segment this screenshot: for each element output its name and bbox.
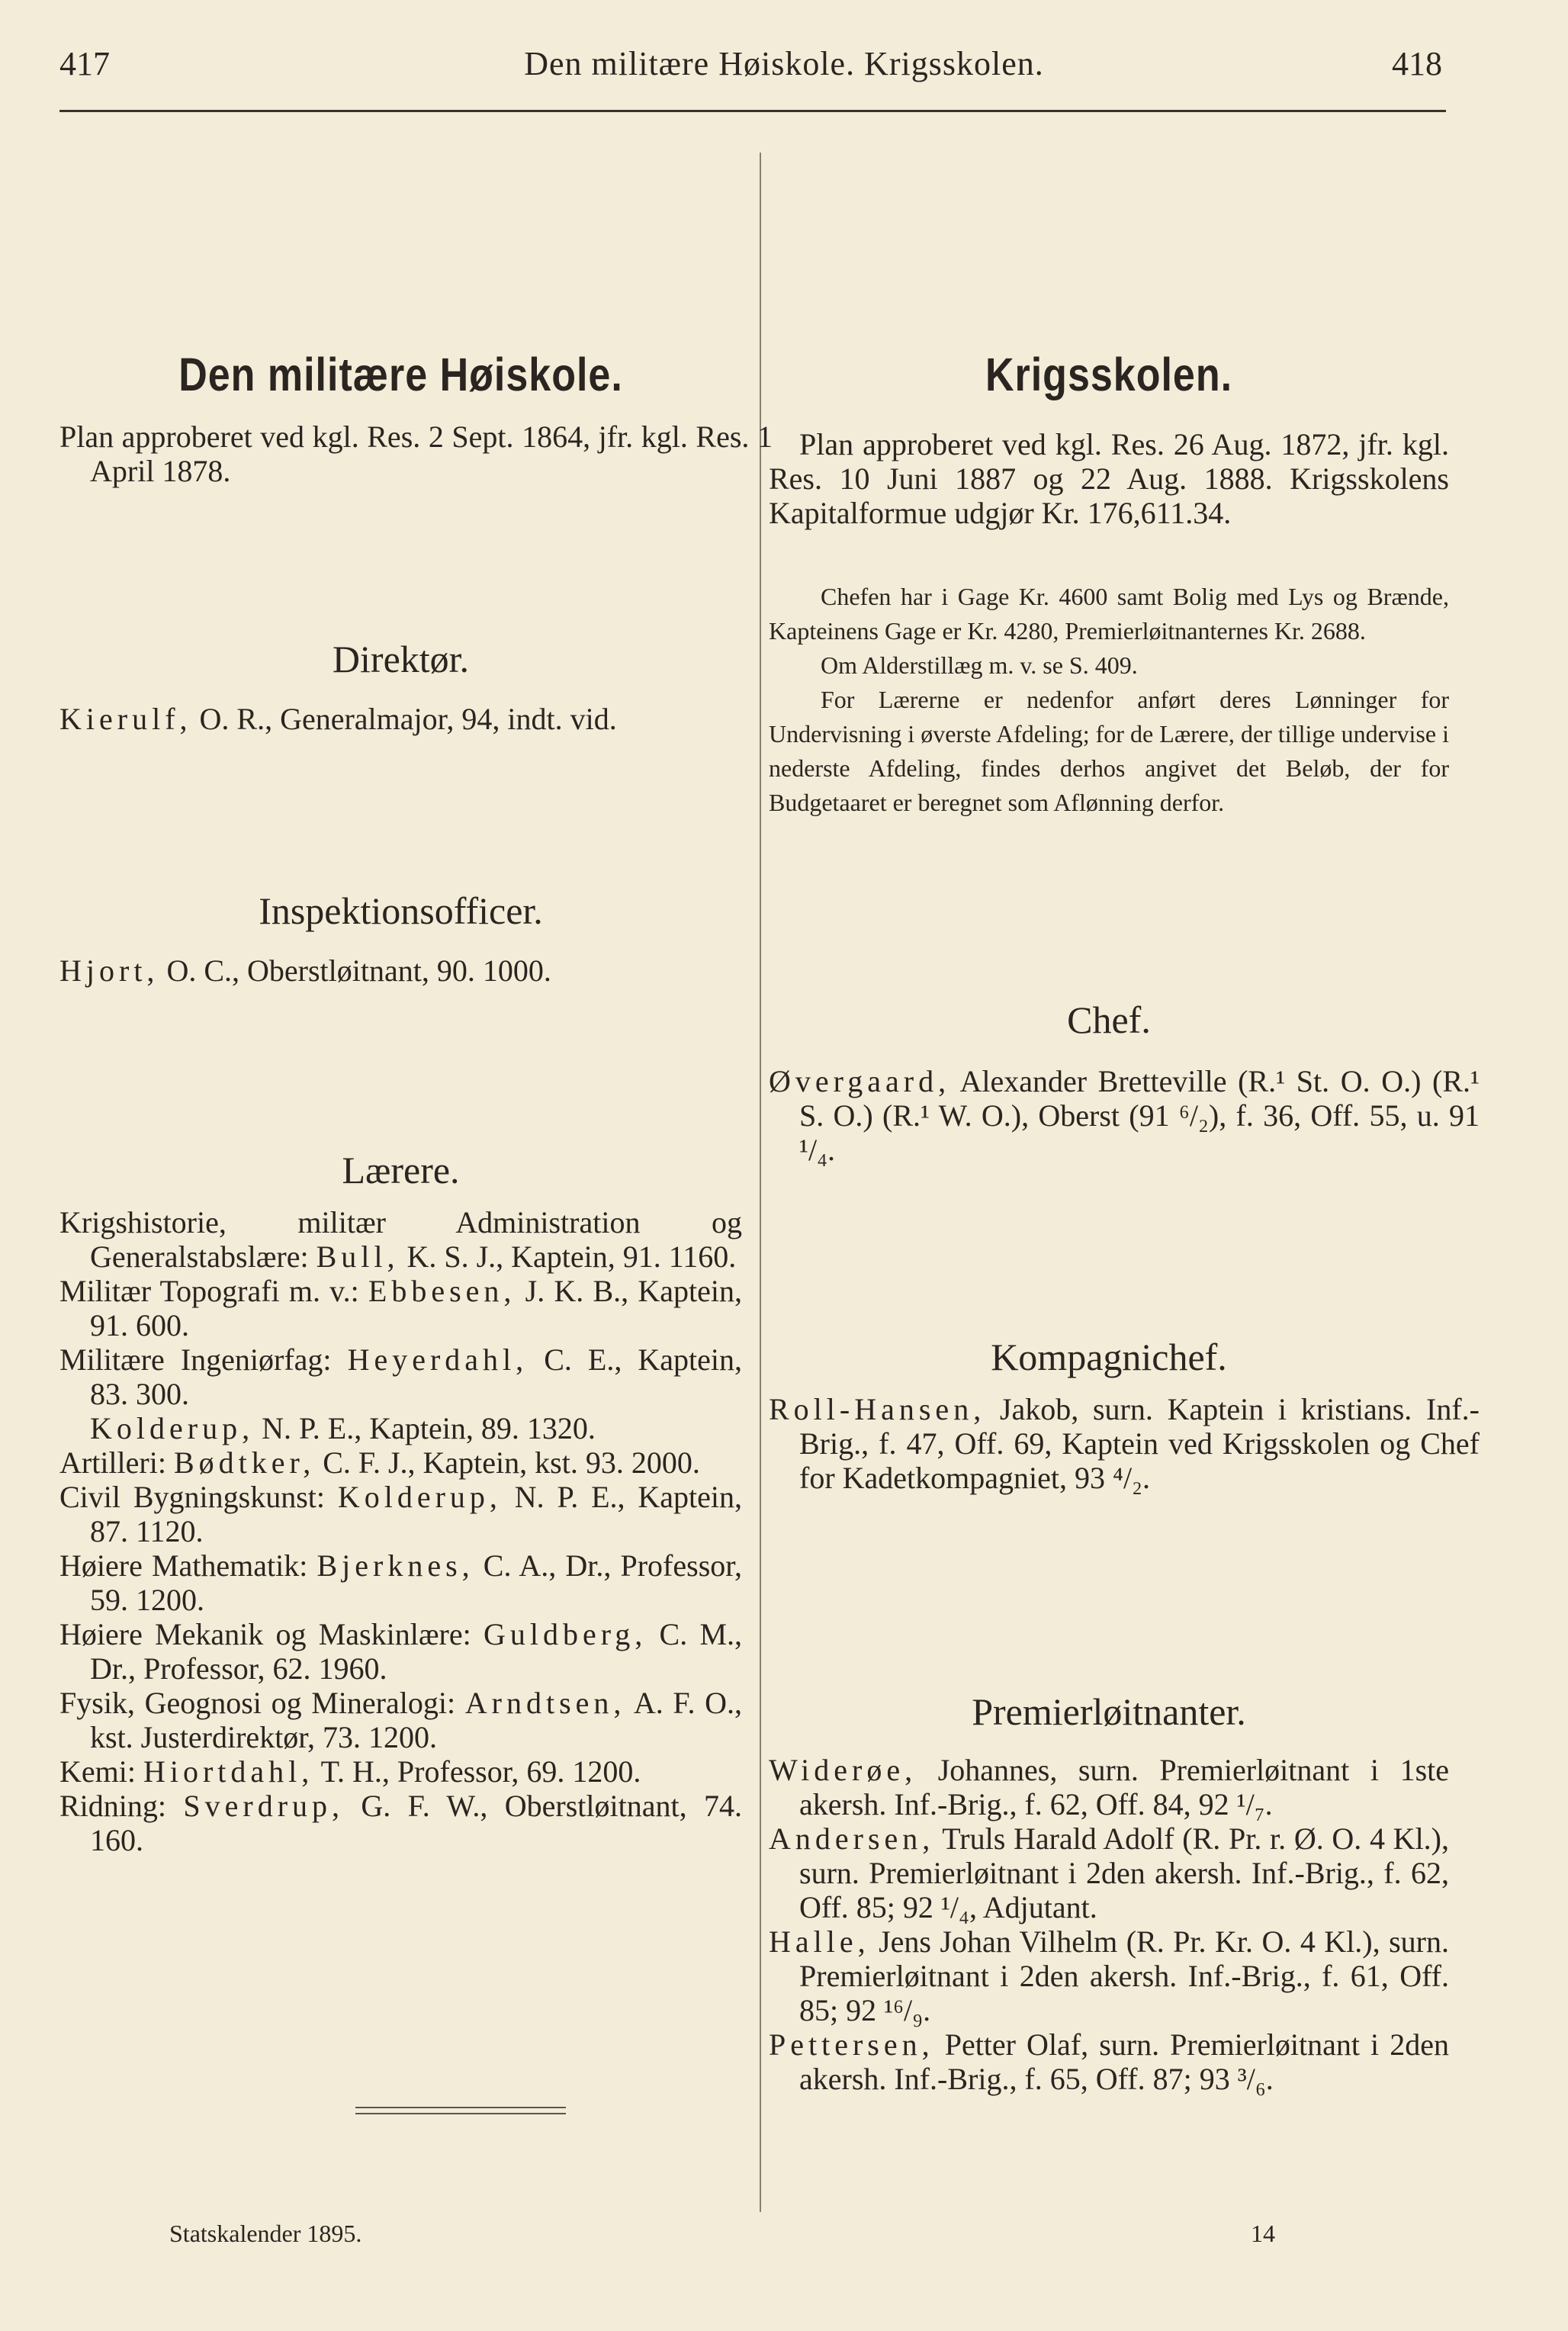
officer-name: Andersen, xyxy=(769,1821,935,1856)
chef-entry xyxy=(769,1064,1480,1167)
teacher-name: Heyerdahl, xyxy=(347,1342,529,1377)
laerer-entry xyxy=(59,1411,742,1445)
subject: Fysik, Geognosi og Mineralogi: xyxy=(59,1686,465,1720)
laerer-entry xyxy=(59,1445,742,1480)
heading-inspektion: Inspektionsofficer. xyxy=(259,889,543,932)
teacher-details: C. A., Dr., Professor, 59. 1200. xyxy=(90,1548,742,1617)
officer-details: Truls Harald Adolf (R. Pr. r. Ø. O. 4 Kl.), surn. Premierløitnant i 2den akersh. Inf.-Brig., f. 62, Off. 85; 92 ¹/₄, Adjutant. xyxy=(799,1821,1449,1924)
laerer-entry xyxy=(59,1205,742,1274)
laerer-entry xyxy=(59,1274,742,1342)
subject: Kemi: xyxy=(59,1754,143,1789)
inspektion-entry xyxy=(59,953,742,988)
premier-entry xyxy=(769,1821,1449,1924)
teacher-details: N. P. E., Kaptein, 87. 1120. xyxy=(90,1480,742,1548)
krigsskolen-notes xyxy=(769,580,1449,820)
page-number-right: 418 xyxy=(1392,45,1442,82)
chef-details: Alexander Bretteville (R.¹ St. O. O.) (R.¹ S. O.) (R.¹ W. O.), Oberst (91 ⁶/₂), f. 36, Off. 55, u. 91 ¹/₄. xyxy=(799,1064,1480,1167)
teacher-name: Bull, xyxy=(316,1239,400,1274)
end-rule-top xyxy=(355,2107,566,2108)
header-rule xyxy=(59,110,1446,112)
note-alderstillaeg: Om Alderstillæg m. v. se S. 409. xyxy=(821,651,1138,679)
section-title-hoiskole: Den militære Høiskole. xyxy=(178,349,623,402)
teacher-details: G. F. W., Oberstløitnant, 74. 160. xyxy=(90,1789,742,1857)
subject: Civil Bygningskunst: xyxy=(59,1480,338,1514)
teacher-name: Guldberg, xyxy=(483,1617,647,1651)
direktor-details: O. R., Generalmajor, 94, indt. vid. xyxy=(191,702,617,736)
end-rule-bottom xyxy=(355,2113,566,2114)
subject: Høiere Mathematik: xyxy=(59,1548,317,1583)
teacher-details: T. H., Professor, 69. 1200. xyxy=(313,1754,641,1789)
inspektion-name: Hjort, xyxy=(59,953,159,988)
footer-statskalender: Statskalender 1895. xyxy=(169,2220,362,2247)
heading-laerere: Lærere. xyxy=(342,1149,460,1191)
section-title-krigsskolen: Krigsskolen. xyxy=(985,349,1233,402)
teacher-details: K. S. J., Kaptein, 91. 1160. xyxy=(399,1239,737,1274)
teacher-name: Kolderup, xyxy=(337,1480,502,1514)
heading-premierloitnanter: Premierløitnanter. xyxy=(972,1690,1246,1733)
teacher-name: Sverdrup, xyxy=(183,1789,345,1823)
hoiskole-plan: Plan approberet ved kgl. Res. 2 Sept. 1864, jfr. kgl. Res. 1 April 1878. xyxy=(59,420,773,488)
officer-details: Johannes, surn. Premierløitnant i 1ste akersh. Inf.-Brig., f. 62, Off. 84, 92 ¹/₇. xyxy=(799,1753,1449,1821)
teacher-name: Bjerknes, xyxy=(316,1548,474,1583)
premier-entry xyxy=(769,1753,1449,1821)
direktor-entry xyxy=(59,702,742,736)
footer-sheet-number: 14 xyxy=(1251,2220,1275,2247)
subject: Militære Ingeniørfag: xyxy=(59,1342,348,1377)
teacher-details: J. K. B., Kaptein, 91. 600. xyxy=(90,1274,742,1342)
page-number-left: 417 xyxy=(59,45,110,82)
running-header: Den militære Høiskole. Krigsskolen. xyxy=(524,45,1044,82)
subject: Militær Topografi m. v.: xyxy=(59,1274,368,1308)
kompagnichef-entry xyxy=(769,1392,1480,1495)
teacher-name: Bødtker, xyxy=(173,1445,316,1480)
laerer-entry xyxy=(59,1342,742,1411)
premier-entry xyxy=(769,1924,1449,2027)
teacher-name: Ebbesen, xyxy=(368,1274,516,1308)
subject: Ridning: xyxy=(59,1789,184,1823)
teacher-name: Kolderup, xyxy=(90,1411,255,1445)
direktor-name: Kierulf, xyxy=(59,702,192,736)
teacher-details: C. M., Dr., Professor, 62. 1960. xyxy=(90,1617,743,1686)
inspektion-details: O. C., Oberstløitnant, 90. 1000. xyxy=(159,953,551,988)
officer-name: Pettersen, xyxy=(769,2027,934,2062)
krigsskolen-plan: Plan approberet ved kgl. Res. 26 Aug. 1872, jfr. kgl. Res. 10 Juni 1887 og 22 Aug. 1888. Krigsskolens Kapitalformue udgjør Kr. 176,611.34. xyxy=(769,427,1449,530)
note-laerere: For Lærerne er nedenfor anført deres Lønninger for Undervisning i øverste Afdeling; for de Lærere, der tillige undervise i nederste Afdeling, findes derhos angivet det Beløb, der for Budgetaaret er beregnet som Aflønning derfor. xyxy=(769,686,1449,816)
laerer-entry xyxy=(59,1789,742,1857)
laerer-entry xyxy=(59,1480,742,1548)
heading-kompagnichef: Kompagnichef. xyxy=(991,1336,1227,1378)
premier-list xyxy=(769,1753,1449,2096)
kompagnichef-details: Jakob, surn. Kaptein i kristians. Inf.-Brig., f. 47, Off. 69, Kaptein ved Krigsskolen og Chef for Kadetkompagniet, 93 ⁴/₂. xyxy=(799,1392,1480,1495)
chef-name: Øvergaard, xyxy=(769,1064,951,1098)
officer-name: Widerøe, xyxy=(769,1753,917,1787)
kompagnichef-name: Roll-Hansen, xyxy=(769,1392,986,1426)
note-gage: Chefen har i Gage Kr. 4600 samt Bolig med Lys og Brænde, Kapteinens Gage er Kr. 4280, Premierløitnanternes Kr. 2688. xyxy=(769,583,1449,645)
laerer-entry xyxy=(59,1754,742,1789)
laerere-list xyxy=(59,1205,742,1857)
officer-details: Petter Olaf, surn. Premierløitnant i 2den akersh. Inf.-Brig., f. 65, Off. 87; 93 ³/₆. xyxy=(799,2027,1449,2096)
teacher-details: C. E., Kaptein, 83. 300. xyxy=(90,1342,743,1411)
subject: Artilleri: xyxy=(59,1445,174,1480)
officer-name: Halle, xyxy=(769,1924,870,1959)
heading-direktor: Direktør. xyxy=(332,638,470,680)
teacher-details: C. F. J., Kaptein, kst. 93. 2000. xyxy=(315,1445,700,1480)
laerer-entry xyxy=(59,1686,742,1754)
teacher-details: A. F. O., kst. Justerdirektør, 73. 1200. xyxy=(90,1686,743,1754)
officer-details: Jens Johan Vilhelm (R. Pr. Kr. O. 4 Kl.), surn. Premierløitnant i 2den akersh. Inf.-Brig., f. 61, Off. 85; 92 ¹⁶/₉. xyxy=(799,1924,1449,2027)
teacher-name: Hiortdahl, xyxy=(143,1754,314,1789)
laerer-entry xyxy=(59,1617,742,1686)
subject: Krigshistorie, militær Administration og Generalstabslære: xyxy=(59,1205,742,1274)
teacher-details: N. P. E., Kaptein, 89. 1320. xyxy=(254,1411,596,1445)
premier-entry xyxy=(769,2027,1449,2096)
laerer-entry xyxy=(59,1548,742,1617)
heading-chef: Chef. xyxy=(1067,998,1151,1041)
subject: Høiere Mekanik og Maskinlære: xyxy=(59,1617,484,1651)
teacher-name: Arndtsen, xyxy=(464,1686,626,1720)
